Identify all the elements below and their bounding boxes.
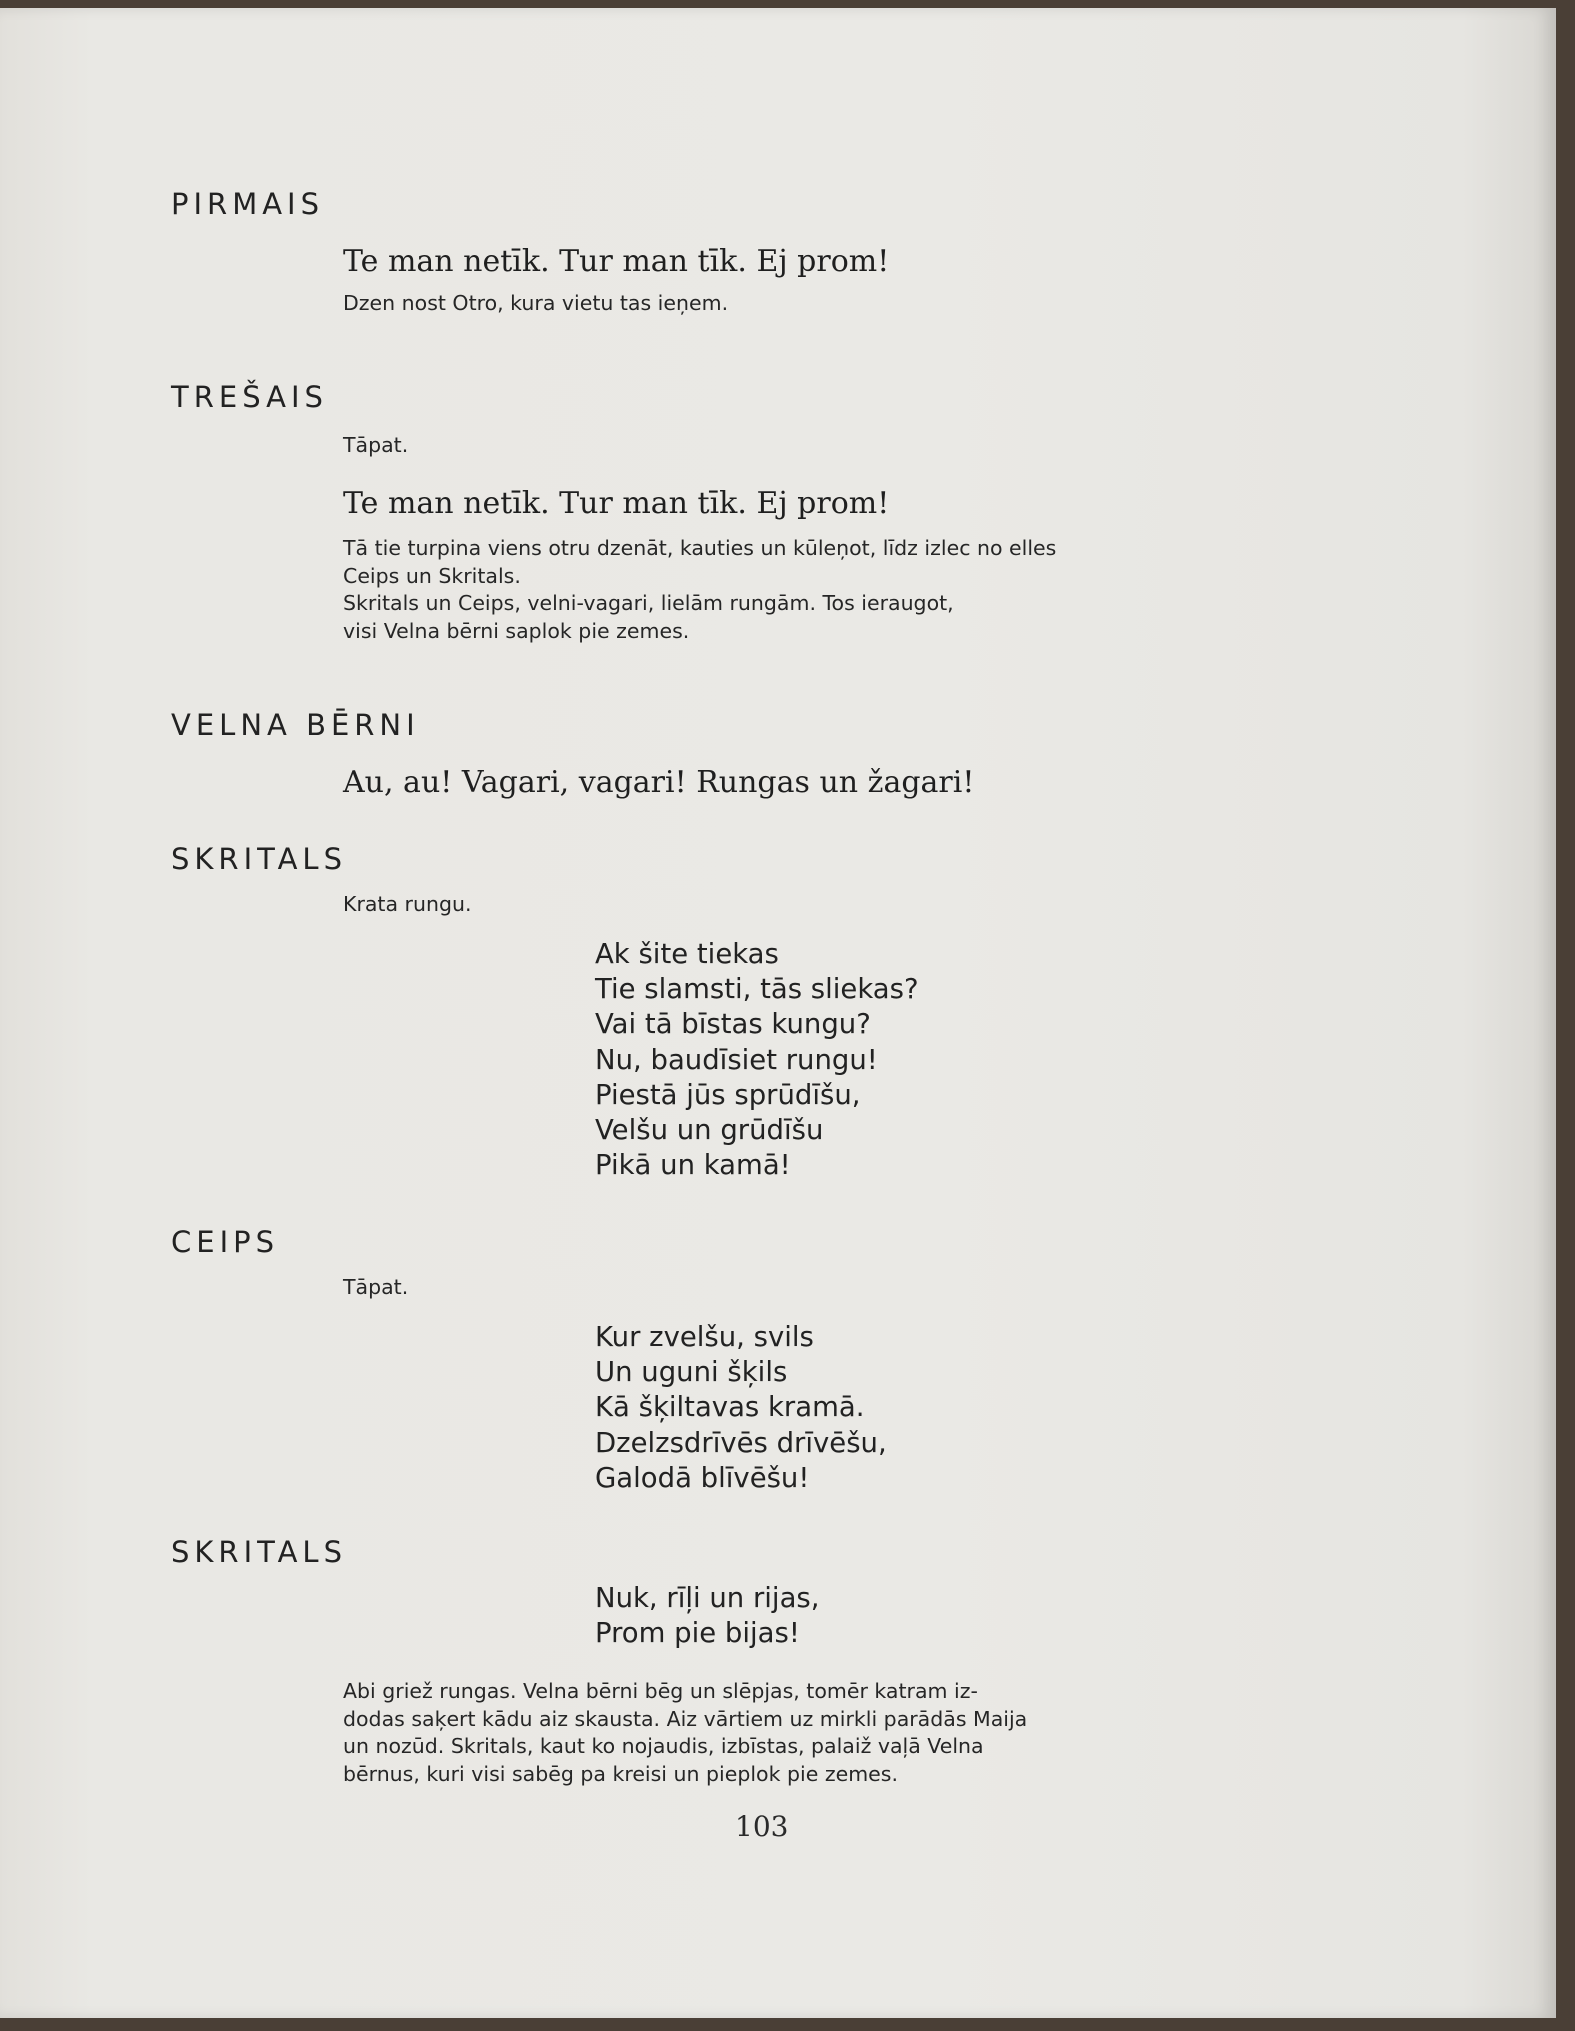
verse-line: Nu, baudīsiet rungu! (595, 1043, 878, 1076)
verse-line: Tie slamsti, tās sliekas? (595, 973, 919, 1006)
stage-line: Ceips un Skritals. (343, 563, 521, 588)
verse-stanza (595, 1320, 887, 1496)
verse-stanza (595, 937, 919, 1183)
verse-line: Vai tā bīstas kungu? (595, 1008, 871, 1041)
verse-line: Prom pie bijas! (595, 1617, 800, 1650)
stage-direction-block (343, 1678, 1341, 1788)
stage-line: visi Velna bērni saplok pie zemes. (343, 618, 690, 643)
stage-direction-block (343, 535, 1341, 645)
speaker-ceips: CEIPS (171, 1225, 280, 1259)
dialog-line: Te man netīk. Tur man tīk. Ej prom! (343, 244, 890, 279)
stage-direction: Tāpat. (343, 433, 409, 457)
verse-stanza (595, 1581, 820, 1651)
dialog-line: Te man netīk. Tur man tīk. Ej prom! (343, 486, 890, 521)
verse-line: Kā šķiltavas kramā. (595, 1391, 865, 1424)
stage-line: Skritals un Ceips, velni-vagari, lielām rungām. Tos ieraugot, (343, 591, 954, 615)
stage-direction: Krata rungu. (343, 892, 472, 916)
verse-line: Nuk, rīļi un rijas, (595, 1582, 820, 1614)
book-page (0, 8, 1556, 2018)
stage-line: un nozūd. Skritals, kaut ko nojaudis, izbīstas, palaiž vaļā Velna (343, 1734, 984, 1758)
speaker-tresais: TREŠAIS (171, 380, 328, 414)
stage-line: Tā tie turpina viens otru dzenāt, kauties un kūleņot, līdz izlec no elles (343, 536, 1057, 560)
stage-direction: Dzen nost Otro, kura vietu tas ieņem. (343, 291, 729, 315)
verse-line: Un uguni šķils (595, 1356, 788, 1389)
verse-line: Galodā blīvēšu! (595, 1461, 810, 1494)
speaker-velna-berni: VELNA BĒRNI (171, 708, 420, 742)
speaker-skritals: SKRITALS (171, 1535, 347, 1569)
verse-line: Piestā jūs sprūdīšu, (595, 1078, 861, 1111)
stage-direction: Tāpat. (343, 1275, 409, 1299)
page-number: 103 (735, 1810, 789, 1843)
stage-line: Abi griež rungas. Velna bērni bēg un slēpjas, tomēr katram iz- (343, 1679, 978, 1703)
stage-line: dodas saķert kādu aiz skausta. Aiz vārtiem uz mirkli parādās Maija (343, 1706, 1028, 1731)
speaker-pirmais: PIRMAIS (171, 187, 325, 221)
dialog-line: Au, au! Vagari, vagari! Rungas un žagari! (343, 765, 975, 800)
verse-line: Dzelzsdrīvēs drīvēšu, (595, 1426, 887, 1459)
verse-line: Pikā un kamā! (595, 1149, 791, 1182)
stage-line: bērnus, kuri visi sabēg pa kreisi un pieplok pie zemes. (343, 1761, 898, 1786)
verse-line: Kur zvelšu, svils (595, 1321, 814, 1353)
verse-line: Ak šite tiekas (595, 938, 779, 970)
verse-line: Velšu un grūdīšu (595, 1113, 824, 1146)
speaker-skritals: SKRITALS (171, 842, 347, 876)
